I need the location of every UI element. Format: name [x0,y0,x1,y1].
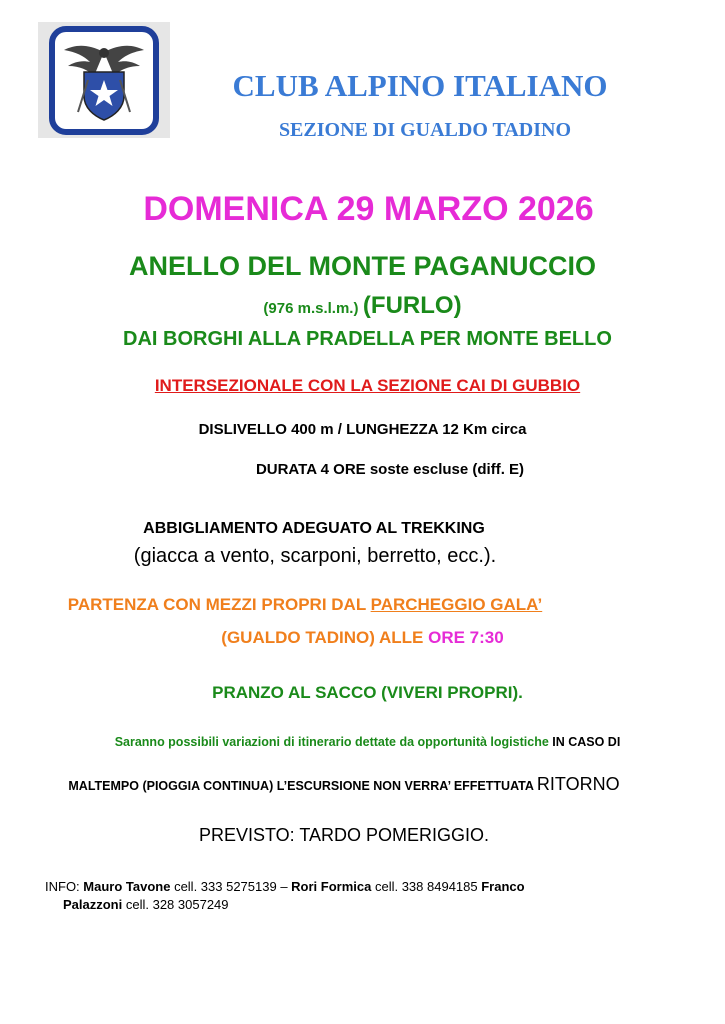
gear-list: (giacca a vento, scarponi, berretto, ecc.). [133,545,497,567]
club-title: CLUB ALPINO ITALIANO [232,68,608,103]
elevation-length: DISLIVELLO 400 m / LUNGHEZZA 12 Km circa [198,421,527,438]
area: (FURLO) [362,292,462,319]
bad-weather-text: MALTEMPO (PIOGGIA CONTINUA) L’ESCURSIONE NON VERRA’ EFFETTUATA [68,779,537,793]
joint-event-note: INTERSEZIONALE CON LA SEZIONE CAI DI GUBBIO [154,376,581,395]
return-word: RITORNO [536,774,620,794]
event-date: DOMENICA 29 MARZO 2026 [143,190,594,228]
variations-text: Saranno possibili variazioni di itinerario dettate da opportunità logistiche [114,735,553,749]
info-label: INFO: [45,879,84,894]
contact-2-name: Rori Formica [291,879,372,894]
route-description: DAI BORGHI ALLA PRADELLA PER MONTE BELLO [123,328,612,350]
duration: DURATA 4 ORE soste escluse (diff. E) [255,461,525,478]
altitude-line [0,292,725,320]
departure-time: ORE 7:30 [428,628,504,647]
departure-prefix: PARTENZA CON MEZZI PROPRI DAL [67,595,371,614]
variations-note [0,735,725,749]
bad-weather-start: IN CASO DI [552,735,621,749]
departure-line-2 [0,628,725,648]
altitude: (976 m.s.l.m.) [263,300,359,317]
contact-1-phone: cell. 333 5275139 – [170,879,292,894]
section-title: SEZIONE DI GUALDO TADINO [278,119,572,141]
gear-heading: ABBIGLIAMENTO ADEGUATO AL TREKKING [143,520,485,537]
contact-3-last-name: Palazzoni [63,897,123,912]
departure-town: (GUALDO TADINO) ALLE [221,628,429,647]
contact-3-first-name: Franco [481,879,525,894]
lunch-note: PRANZO AL SACCO (VIVERI PROPRI). [212,683,523,702]
return-time: PREVISTO: TARDO POMERIGGIO. [198,825,490,845]
contact-1-name: Mauro Tavone [83,879,171,894]
info-line-1 [45,879,525,894]
departure-line-1 [0,595,610,615]
contact-3-phone: cell. 328 3057249 [122,897,229,912]
info-line-2 [63,897,229,912]
contact-2-phone: cell. 338 8494185 [371,879,482,894]
hike-title: ANELLO DEL MONTE PAGANUCCIO [128,251,596,281]
bad-weather-note [0,774,688,795]
parking-location: PARCHEGGIO GALA’ [370,595,543,614]
